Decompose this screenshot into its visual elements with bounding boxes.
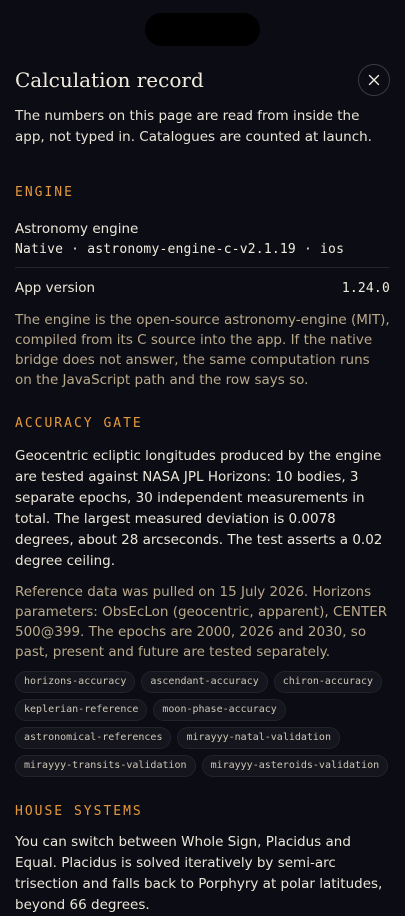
engine-heading: ENGINE	[15, 185, 74, 200]
tag-chip: mirayyy-transits-validation	[15, 755, 196, 777]
page-title: Calculation record	[15, 68, 204, 92]
tag-chip: chiron-accuracy	[274, 671, 382, 693]
intro-text: The numbers on this page are read from inside the app, not typed in. Catalogues are counted at launch.	[15, 108, 372, 145]
tag-chip: astronomical-references	[15, 727, 171, 749]
test-tags	[15, 671, 390, 777]
house-systems-text: You can switch between Whole Sign, Placidus and Equal. Placidus is solved iteratively by semi-arc trisection and falls back to Porphyry at polar latitudes, beyond 66 degrees.	[15, 834, 383, 913]
engine-note: The engine is the open-source astronomy-engine (MIT), compiled from its C source into the app. If the native bridge does not answer, the same computation runs on the JavaScript path and the row says so.	[15, 312, 390, 388]
astronomy-engine-value: Native · astronomy-engine-c-v2.1.19 · ios	[15, 242, 345, 257]
close-icon	[368, 74, 380, 86]
tag-chip: mirayyy-natal-validation	[177, 727, 340, 749]
header	[15, 64, 390, 98]
tag-chip: horizons-accuracy	[15, 671, 135, 693]
accuracy-gate-note: Reference data was pulled on 15 July 2026. Horizons parameters: ObsEcLon (geocentric, apparent), CENTER 500@399. The epochs are 2000, 2026 and 2030, so past, present and future are tested separately.	[15, 584, 388, 660]
app-version-label: App version	[15, 280, 96, 296]
app-version-row	[15, 278, 390, 299]
app-version-value: 1.24.0	[341, 281, 390, 296]
tag-chip: mirayyy-asteroids-validation	[202, 755, 389, 777]
content	[15, 106, 390, 916]
house-systems-heading: HOUSE SYSTEMS	[15, 804, 143, 819]
astronomy-engine-label: Astronomy engine	[15, 221, 139, 237]
close-button[interactable]	[358, 64, 390, 96]
tag-chip: keplerian-reference	[15, 699, 147, 721]
tag-chip: moon-phase-accuracy	[153, 699, 285, 721]
dynamic-island	[145, 13, 260, 46]
accuracy-gate-heading: ACCURACY GATE	[15, 416, 143, 431]
accuracy-gate-text: Geocentric ecliptic longitudes produced by the engine are tested against NASA JPL Horizons: 10 bodies, 3 separate epochs, 30 independent measurements in total. The largest measured deviation is 0.0078 degrees, about 28 arcseconds. The test asserts a 0.02 degree ceiling.	[15, 448, 383, 569]
tag-chip: ascendant-accuracy	[141, 671, 267, 693]
